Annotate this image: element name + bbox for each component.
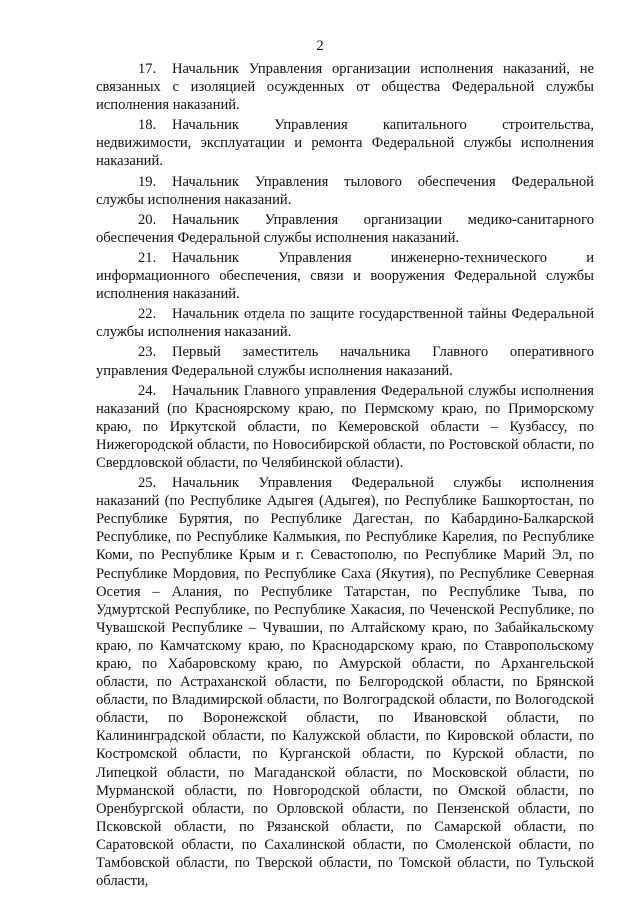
paragraph-22 — [96, 305, 594, 341]
paragraph-18 — [96, 116, 594, 170]
page-number: 2 — [316, 38, 324, 54]
paragraph-text: Начальник Управления организации исполнения наказаний, не связанных с изоляцией осужденных от общества Федеральной службы исполнения наказаний. — [96, 61, 594, 114]
paragraph-number: 22. — [138, 306, 157, 323]
paragraph-number: 24. — [138, 382, 157, 399]
paragraph-text: Начальник отдела по защите государственной тайны Федеральной службы исполнения наказаний. — [96, 306, 594, 341]
paragraph-number: 20. — [138, 211, 157, 228]
paragraph-21 — [96, 249, 594, 303]
paragraph-number: 21. — [138, 249, 157, 266]
paragraph-text: Начальник Управления Федеральной службы исполнения наказаний (по Республике Адыгея (Адыгея), по Республике Башкортостан, по Республике Бурятия, по Республике Дагестан, по Кабардино-Балкарской Республике, по Республике Калмыкия, по Республике Карелия, по Республике Коми, по Республике Крым и г. Севастополю, по Республике Марий Эл, по Республике Мордовия, по Республике Саха (Якутия), по Республике Северная Осетия – Алания, по Республике Татарстан, по Республике Тыва, по Удмуртской Республике, по Республике Хакасия, по Чеченской Республике, по Чувашской Республике – Чувашии, по Алтайскому краю, по Забайкальскому краю, по Камчатскому краю, по Краснодарскому краю, по Ставропольскому краю, по Хабаровскому краю, по Амурской области, по Архангельской области, по Астраханской области, по Белгородской области, по Брянской области, по Владимирской области, по Волгоградской области, по Вологодской области, по Воронежской области, по Ивановской области, по Калининградской области, по Калужской области, по Кировской области, по Костромской области, по Курганской области, по Курской области, по Липецкой области, по Магаданской области, по Московской области, по Мурманской области, по Новгородской области, по Омской области, по Оренбургской области, по Орловской области, по Пензенской области, по Псковской области, по Рязанской области, по Самарской области, по Саратовской области, по Сахалинской области, по Смоленской области, по Тамбовской области, по Тверской области, по Томской области, по Тульской области, — [96, 475, 594, 890]
paragraph-24 — [96, 382, 594, 472]
paragraph-text: Начальник Управления тылового обеспечения Федеральной службы исполнения наказаний. — [96, 173, 594, 208]
paragraph-23 — [96, 343, 594, 379]
paragraph-number: 19. — [138, 173, 157, 190]
paragraph-text: Начальник Управления капитального строительства, недвижимости, эксплуатации и ремонта Федеральной службы исполнения наказаний. — [96, 117, 594, 170]
paragraph-20 — [96, 211, 594, 247]
paragraph-19 — [96, 173, 594, 209]
paragraph-17 — [96, 60, 594, 114]
paragraph-25 — [96, 474, 594, 890]
paragraph-number: 18. — [138, 117, 157, 134]
document-body — [96, 60, 594, 892]
paragraph-number: 25. — [138, 475, 157, 492]
paragraph-number: 17. — [138, 61, 157, 77]
paragraph-text: Начальник Главного управления Федеральной службы исполнения наказаний (по Красноярскому краю, по Пермскому краю, по Приморскому краю, по Иркутской области, по Кемеровской области – Кузбассу, по Нижегородской области, по Новосибирской области, по Ростовской области, по Свердловской области, по Челябинской области). — [96, 382, 594, 471]
paragraph-text: Начальник Управления организации медико-санитарного обеспечения Федеральной службы исполнения наказаний. — [96, 211, 594, 246]
paragraph-number: 23. — [138, 344, 157, 361]
paragraph-text: Первый заместитель начальника Главного оперативного управления Федеральной службы исполнения наказаний. — [96, 344, 594, 379]
paragraph-text: Начальник Управления инженерно-технического и информационного обеспечения, связи и вооружения Федеральной службы исполнения наказаний. — [96, 249, 594, 303]
